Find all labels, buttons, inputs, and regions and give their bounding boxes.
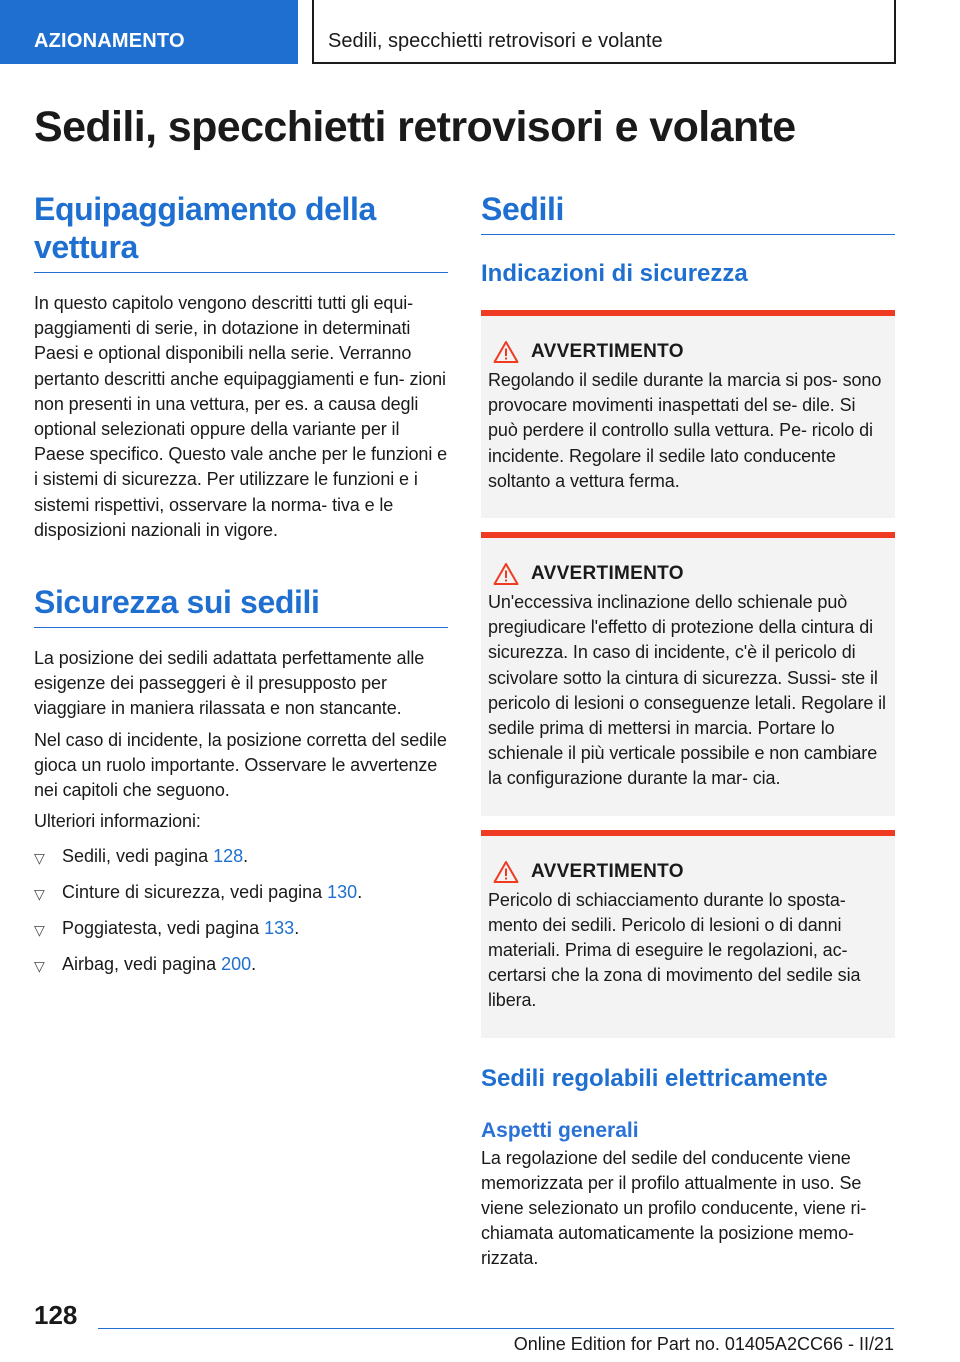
reference-list <box>34 844 448 979</box>
reference-text: Sedili, vedi pagina <box>62 846 214 867</box>
reference-text: Poggiatesta, vedi pagina <box>62 918 265 939</box>
page-link-133[interactable]: 133 <box>264 918 295 939</box>
warning-triangle-icon <box>493 340 519 364</box>
page-number: 128 <box>34 1300 78 1330</box>
reference-text: Airbag, vedi pagina <box>62 954 222 975</box>
paragraph-general: La regolazione del sedile del conducente viene memorizzata per il profilo attualmente in uso. Se viene selezionato un profilo conducente, viene ri- chiamata automaticamente la posizione memo- rizzata. <box>481 1147 867 1269</box>
reference-end: . <box>357 882 363 903</box>
page-title: Sedili, specchietti retrovisori e volante <box>34 103 796 151</box>
chapter-header <box>312 0 896 64</box>
triangle-bullet-icon: ▽ <box>34 886 45 903</box>
heading-safety-info: Indicazioni di sicurezza <box>481 260 748 287</box>
paragraph-accident: Nel caso di incidente, la posizione corretta del sedile gioca un ruolo importante. Osservare le avvertenze nei capitoli che seguono. <box>34 729 447 801</box>
page-link-130[interactable]: 130 <box>327 882 358 903</box>
edition-text: Online Edition for Part no. 01405A2CC66 - II/21 <box>513 1334 894 1354</box>
warning-text: Regolando il sedile durante la marcia si pos- sono provocare movimenti inaspettati del se- dile. Si può perdere il controllo sulla vettura. Pe- ricolo di incidente. Regolare il sedile lato conducente soltanto a vettura ferma. <box>488 370 882 491</box>
left-column <box>34 190 448 988</box>
warning-text: Pericolo di schiacciamento durante lo sposta- mento dei sedili. Pericolo di lesioni o di danni materiali. Prima di eseguire le regolazioni, ac- certarsi che la zona di movimento del sedile sia libera. <box>488 889 861 1011</box>
triangle-bullet-icon: ▽ <box>34 958 45 975</box>
warning-text: Un'eccessiva inclinazione dello schienale può pregiudicare l'effetto di protezione della cintura di sicurezza. In caso di incidente, c'è il pericolo di scivolare sotto la cintura di sicurezza. Sussi- ste il pericolo di lesioni o conseguenze letali. Regolare il sedile prima di mettersi in marcia. Portare lo schienale il più verticale possibile e non cambiare la configurazione durante la mar- cia. <box>488 592 886 789</box>
paragraph-more-info: Ulteriori informazioni: <box>34 811 201 832</box>
heading-electric-seats: Sedili regolabili elettricamente <box>481 1064 828 1092</box>
heading-general: Aspetti generali <box>481 1118 639 1142</box>
warning-box <box>481 830 895 1038</box>
paragraph-seat-position: La posizione dei sedili adattata perfettamente alle esigenze dei passeggeri è il presupposto per viaggiare in maniera rilassata e non stancante. <box>34 648 425 719</box>
reference-end: . <box>251 954 257 975</box>
section-tab-label: AZIONAMENTO <box>34 30 185 52</box>
reference-text: Cinture di sicurezza, vedi pagina <box>62 882 328 903</box>
reference-item <box>34 844 448 871</box>
paragraph-equipment: In questo capitolo vengono descritti tutti gli equi- paggiamenti di serie, in dotazione in determinati Paesi e optional disponibili nella serie. Verranno pertanto descritti anche equipaggiamenti e fun- zioni non presenti in una vettura, per es. a causa degli optional selezionati oppure della variante per il Paese specifico. Questo vale anche per le funzioni e i sistemi di sicurezza. Per utilizzare le funzioni e i sistemi rispettivi, osservare la norma- tiva e le disposizioni nazionali in vigore. <box>34 293 448 540</box>
warning-box <box>481 310 895 518</box>
warning-triangle-icon <box>493 562 519 586</box>
page-link-128[interactable]: 128 <box>213 846 244 867</box>
footer-divider <box>98 1328 894 1329</box>
triangle-bullet-icon: ▽ <box>34 850 45 867</box>
reference-item <box>34 952 448 979</box>
page-link-200[interactable]: 200 <box>221 954 252 975</box>
heading-equipment: Equipaggiamento della vettura <box>34 190 448 273</box>
warning-label: AVVERTIMENTO <box>531 341 684 362</box>
triangle-bullet-icon: ▽ <box>34 922 45 939</box>
section-tab[interactable] <box>0 0 298 64</box>
reference-end: . <box>294 918 300 939</box>
warning-triangle-icon <box>493 860 519 884</box>
reference-end: . <box>243 846 249 867</box>
right-column <box>481 190 895 1272</box>
reference-item <box>34 916 448 943</box>
warning-box <box>481 532 895 816</box>
reference-item <box>34 880 448 907</box>
heading-seat-safety: Sicurezza sui sedili <box>34 583 448 628</box>
warning-label: AVVERTIMENTO <box>531 860 684 882</box>
warning-label: AVVERTIMENTO <box>531 563 684 585</box>
chapter-header-label: Sedili, specchietti retrovisori e volante <box>328 30 663 52</box>
heading-seats: Sedili <box>481 190 895 235</box>
